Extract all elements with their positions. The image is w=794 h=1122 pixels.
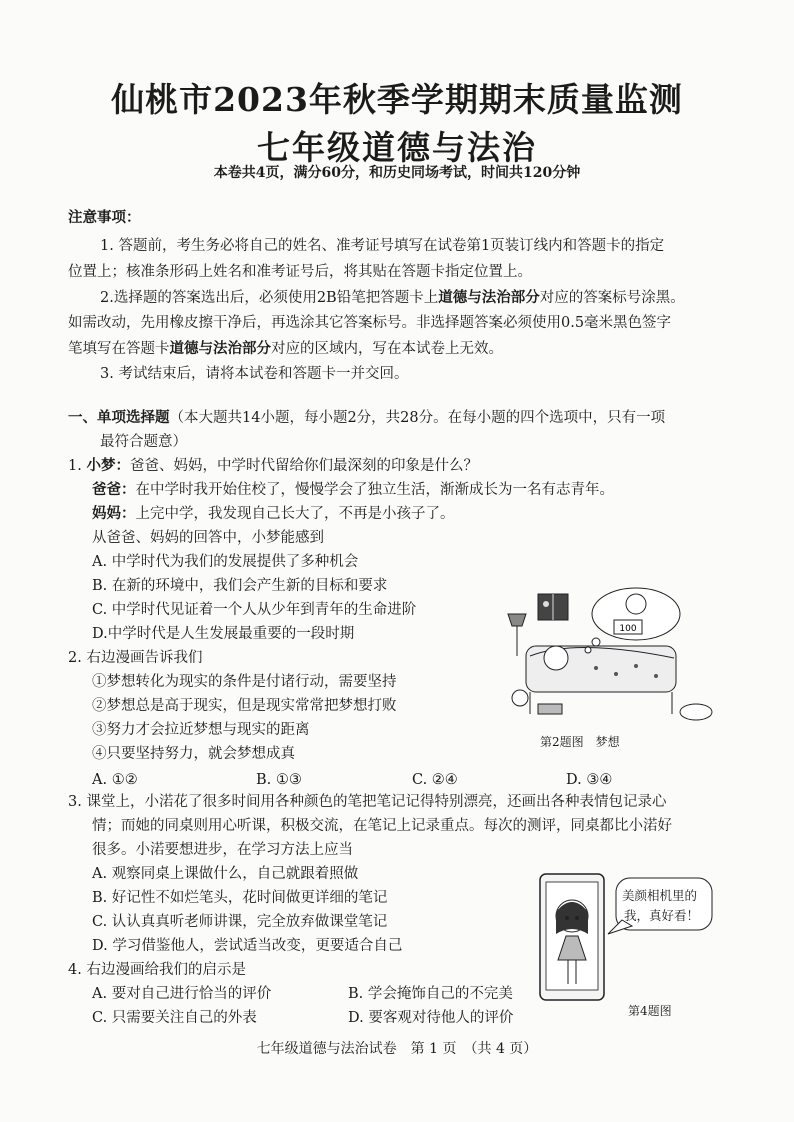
section-heading (68, 408, 665, 428)
notice-item-2-cont: 如需改动，先用橡皮擦干净后，再选涂其它答案标号。非选择题答案必须使用0.5毫米黑色签字 (68, 315, 672, 331)
q2-option-c: C. ②④ (412, 772, 458, 788)
subject-title: 七年级道德与法治 (257, 128, 537, 167)
question-number: 3. (68, 794, 82, 810)
dialogue-text: 上完中学，我发现自己长大了，不再是小孩子了。 (135, 506, 455, 522)
q2-statement-4: ④只要坚持努力，就会梦想成真 (92, 746, 295, 762)
page-footer: 七年级道德与法治试卷 第 1 页 （共 4 页） (256, 1041, 538, 1057)
section-heading-cont: 最符合题意） (100, 434, 187, 450)
q3-option-b: B. 好记性不如烂笔头，花时间做更详细的笔记 (92, 890, 388, 906)
dialogue-text: 爸爸、妈妈，中学时代留给你们最深刻的印象是什么？ (129, 458, 478, 474)
q1-option-c: C. 中学时代见证着一个人从少年到青年的生命进阶 (92, 602, 417, 618)
question-stem: 右边漫画给我们的启示是 (86, 962, 246, 978)
notice-item-3: 3. 考试结束后，请将本试卷和答题卡一并交回。 (100, 366, 409, 382)
notice-item-1: 1. 答题前，考生务必将自己的姓名、准考证号填写在试卷第1页装订线内和答题卡的指定 (100, 238, 665, 254)
notice-heading: 注意事项： (68, 209, 141, 226)
speaker-label: 爸爸： (92, 481, 136, 498)
notice-item-2-cont2 (68, 339, 503, 359)
q3-option-c: C. 认认真真听老师讲课，完全放弃做课堂笔记 (92, 914, 388, 930)
notice-emphasis: 道德与法治部分 (438, 289, 540, 306)
q2-statement-3: ③努力才会拉近梦想与现实的距离 (92, 722, 310, 738)
q1-dialogue-mom (92, 504, 455, 524)
section-instructions: （本大题共14小题，每小题2分，共28分。在每小题的四个选项中，只有一项 (169, 410, 666, 426)
cat-shape (680, 704, 712, 720)
notice-item-2 (100, 288, 685, 308)
notice-text: 笔填写在答题卡 (68, 341, 170, 357)
q2-figure-caption: 第2题图 梦想 (540, 735, 620, 749)
q1-dialogue-dad (92, 480, 614, 500)
q3-option-a: A. 观察同桌上课做什么，自己就跟着照做 (92, 866, 359, 882)
question-number: 2. (68, 650, 82, 666)
q1-option-b: B. 在新的环境中，我们会产生新的目标和要求 (92, 578, 388, 594)
q2-option-d: D. ③④ (566, 772, 613, 788)
question-number: 4. (68, 962, 82, 978)
score-text: 100 (619, 624, 637, 634)
q2-statement-1: ①梦想转化为现实的条件是付诸行动，需要坚持 (92, 674, 397, 690)
section-title: 一、单项选择题 (68, 409, 170, 426)
q1-option-d: D.中学时代是人生发展最重要的一段时期 (92, 626, 355, 642)
notice-item-1-cont: 位置上；核准条形码上姓名和准考证号后，将其贴在答题卡指定位置上。 (68, 264, 532, 280)
exam-info: 本卷共4页，满分60分，和历史同场考试，时间共120分钟 (213, 165, 581, 181)
dream-cartoon (496, 586, 728, 728)
q2-option-a: A. ①② (92, 772, 138, 788)
q1-option-a: A. 中学时代为我们的发展提供了多种机会 (92, 554, 359, 570)
q4-figure-caption: 第4题图 (628, 1004, 672, 1018)
question-1 (68, 456, 478, 476)
exam-title: 仙桃市2023年秋季学期期末质量监测 (111, 80, 683, 119)
q4-option-d: D. 要客观对待他人的评价 (348, 1010, 514, 1026)
bubble-line-2: 我，真好看！ (624, 908, 700, 923)
q4-option-b: B. 学会掩饰自己的不完美 (348, 986, 513, 1002)
q4-option-a: A. 要对自己进行恰当的评价 (92, 986, 272, 1002)
q4-option-c: C. 只需要关注自己的外表 (92, 1010, 257, 1026)
q2-statement-2: ②梦想总是高于现实，但是现实常常把梦想打败 (92, 698, 397, 714)
question-2 (68, 648, 202, 668)
question-4 (68, 960, 246, 980)
notice-text: 2.选择题的答案选出后，必须使用2B铅笔把答题卡上 (100, 290, 439, 306)
q3-stem-cont2: 很多。小渃要想进步，在学习方法上应当 (92, 842, 353, 858)
question-3 (68, 792, 666, 812)
q1-stem: 从爸爸、妈妈的回答中，小梦能感到 (92, 530, 324, 546)
question-stem: 课堂上，小渃花了很多时间用各种颜色的笔把笔记记得特别漂亮，还画出各种表情包记录心 (86, 794, 667, 810)
q3-option-d: D. 学习借鉴他人，尝试适当改变，更要适合自己 (92, 938, 403, 954)
notice-text: 对应的答案标号涂黑。 (539, 290, 685, 306)
q3-stem-cont: 情；而她的同桌则用心听课，积极交流，在笔记上记录重点。每次的测评，同桌都比小渃好 (92, 818, 672, 834)
question-number: 1. (68, 458, 82, 474)
speaker-label: 小梦： (86, 457, 130, 474)
bubble-line-1: 美颜相机里的 (622, 888, 698, 903)
speaker-label: 妈妈： (92, 505, 136, 522)
notice-text: 对应的区域内，写在本试卷上无效。 (271, 341, 503, 357)
q2-option-b: B. ①③ (256, 772, 302, 788)
notice-emphasis: 道德与法治部分 (169, 340, 271, 357)
question-stem: 右边漫画告诉我们 (86, 650, 203, 666)
dialogue-text: 在中学时我开始住校了，慢慢学会了独立生活，渐渐成长为一名有志青年。 (135, 482, 614, 498)
